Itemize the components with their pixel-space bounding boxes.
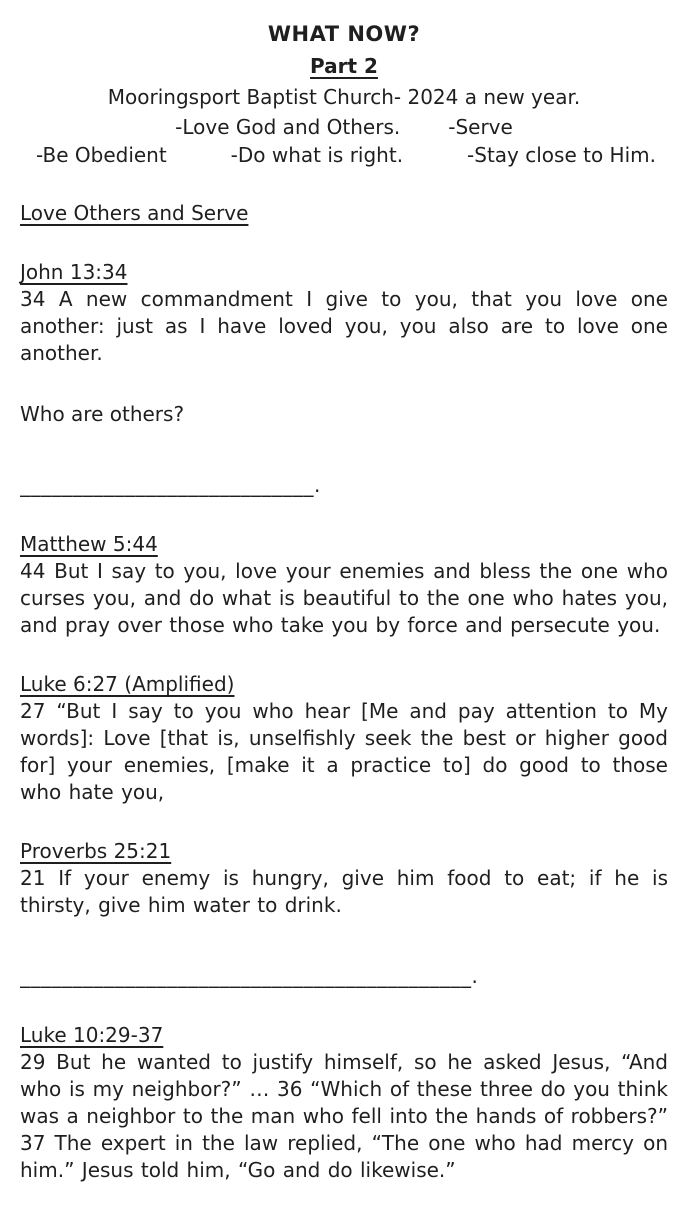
question-who-are-others: Who are others?	[20, 402, 185, 426]
fill-in-blank-short: ____________________________.	[20, 473, 321, 497]
value-serve: -Serve	[448, 115, 513, 139]
page-title: WHAT NOW?	[267, 22, 421, 46]
passage-text: 29 But he wanted to justify himself, so he asked Jesus, “And who is my neighbor?” … 36 “Which of these three do you think was a neighbor to the man who fell into the hands of robbers?” 37 The expert in the law replied, “The one who had mercy on him.” Jesus told him, “Go and do likewise.”	[20, 1050, 668, 1182]
passage-reference: Luke 6:27 (Amplified)	[20, 672, 235, 696]
fill-in-blank-long: ___________________________________________.	[20, 964, 479, 988]
passage-luke-10-29-37	[20, 1022, 668, 1184]
value-stay-close-to-him: -Stay close to Him.	[467, 143, 656, 167]
values-row-1	[20, 113, 668, 141]
passage-reference: Matthew 5:44	[20, 532, 158, 556]
value-be-obedient: -Be Obedient	[36, 143, 167, 167]
value-love-god-and-others: -Love God and Others.	[175, 115, 401, 139]
passage-text: 44 But I say to you, love your enemies and bless the one who curses you, and do what is beautiful to the one who hates you, and pray over those who take you by force and persecute you.	[20, 559, 668, 637]
value-do-what-is-right: -Do what is right.	[230, 143, 404, 167]
document-header	[20, 18, 668, 169]
passage-john-13-34	[20, 259, 668, 367]
passage-reference: Proverbs 25:21	[20, 839, 172, 863]
passage-reference: John 13:34	[20, 260, 128, 284]
passage-text: 27 “But I say to you who hear [Me and pay attention to My words]: Love [that is, unselfishly seek the best or higher good for] your enemies, [make it a practice to] do good to those who hate you,	[20, 699, 668, 804]
values-row-2	[20, 141, 668, 169]
passage-luke-6-27	[20, 671, 668, 806]
passage-proverbs-25-21	[20, 838, 668, 919]
passage-text: 34 A new commandment I give to you, that you love one another: just as I have loved you, you also are to love one another.	[20, 287, 668, 365]
passage-text: 21 If your enemy is hungry, give him food to eat; if he is thirsty, give him water to drink.	[20, 866, 668, 917]
passage-reference: Luke 10:29-37	[20, 1023, 164, 1047]
church-name-line: Mooringsport Baptist Church- 2024 a new year.	[107, 85, 581, 109]
section-heading-love-others-and-serve: Love Others and Serve	[20, 201, 249, 225]
part-subtitle: Part 2	[310, 54, 378, 78]
passage-matthew-5-44	[20, 531, 668, 639]
